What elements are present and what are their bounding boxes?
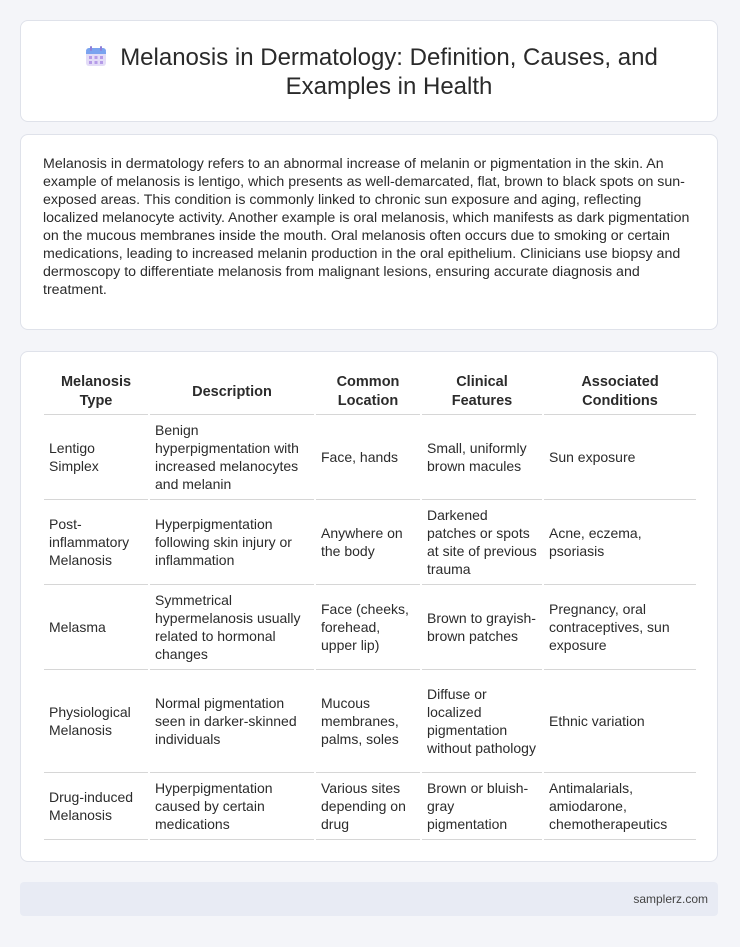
table-cell: Physiological Melanosis bbox=[44, 670, 148, 773]
intro-card bbox=[20, 134, 718, 330]
intro-paragraph: Melanosis in dermatology refers to an abnormal increase of melanin or pigmentation in the skin. An example of melanosis is lentigo, which presents as well-demarcated, flat, brown to black spots on sun-exposed areas. This condition is commonly linked to chronic sun exposure and aging, reflecting localized melanocyte activity. Another example is oral melanosis, which manifests as dark pigmentation on the mucous membranes inside the mouth. Oral melanosis often occurs due to smoking or certain medications, leading to increased melanin production in the oral epithelium. Clinicians use biopsy and dermoscopy to differentiate melanosis from malignant lesions, ensuring accurate diagnosis and treatment. bbox=[43, 156, 690, 298]
table-cell: Mucous membranes, palms, soles bbox=[316, 670, 420, 773]
table-cell: Pregnancy, oral contraceptives, sun exposure bbox=[544, 585, 696, 670]
column-header: Melanosis Type bbox=[44, 370, 148, 415]
table-cell: Hyperpigmentation caused by certain medications bbox=[150, 773, 314, 840]
table-card bbox=[20, 351, 718, 862]
table-cell: Face (cheeks, forehead, upper lip) bbox=[316, 585, 420, 670]
table-header-row bbox=[44, 370, 696, 415]
page-title: Melanosis in Dermatology: Definition, Causes, and Examples in Health bbox=[120, 44, 658, 100]
table-cell: Melasma bbox=[44, 585, 148, 670]
table-cell: Normal pigmentation seen in darker-skinned individuals bbox=[150, 670, 314, 773]
table-row bbox=[44, 500, 696, 585]
melanosis-table bbox=[42, 370, 698, 840]
table-row bbox=[44, 585, 696, 670]
column-header: Clinical Features bbox=[422, 370, 542, 415]
table-row bbox=[44, 670, 696, 773]
table-cell: Brown or bluish-gray pigmentation bbox=[422, 773, 542, 840]
table-cell: Post-inflammatory Melanosis bbox=[44, 500, 148, 585]
table-cell: Ethnic variation bbox=[544, 670, 696, 773]
table-cell: Symmetrical hypermelanosis usually related to hormonal changes bbox=[150, 585, 314, 670]
table-cell: Darkened patches or spots at site of previous trauma bbox=[422, 500, 542, 585]
table-cell: Sun exposure bbox=[544, 415, 696, 500]
column-header: Associated Conditions bbox=[544, 370, 696, 415]
column-header: Common Location bbox=[316, 370, 420, 415]
table-cell: Various sites depending on drug bbox=[316, 773, 420, 840]
table-row bbox=[44, 773, 696, 840]
table-cell: Anywhere on the body bbox=[316, 500, 420, 585]
table-cell: Antimalarials, amiodarone, chemotherapeutics bbox=[544, 773, 696, 840]
table-cell: Hyperpigmentation following skin injury or inflammation bbox=[150, 500, 314, 585]
table-cell: Lentigo Simplex bbox=[44, 415, 148, 500]
column-header: Description bbox=[150, 370, 314, 415]
table-row bbox=[44, 415, 696, 500]
header-card bbox=[20, 20, 718, 122]
table-cell: Small, uniformly brown macules bbox=[422, 415, 542, 500]
table-cell: Benign hyperpigmentation with increased melanocytes and melanin bbox=[150, 415, 314, 500]
table-cell: Diffuse or localized pigmentation without pathology bbox=[422, 670, 542, 773]
table-cell: Acne, eczema, psoriasis bbox=[544, 500, 696, 585]
footer-bar bbox=[20, 882, 718, 916]
table-cell: Face, hands bbox=[316, 415, 420, 500]
table-cell: Drug-induced Melanosis bbox=[44, 773, 148, 840]
footer-site-link[interactable]: samplerz.com bbox=[633, 892, 708, 906]
table-cell: Brown to grayish-brown patches bbox=[422, 585, 542, 670]
